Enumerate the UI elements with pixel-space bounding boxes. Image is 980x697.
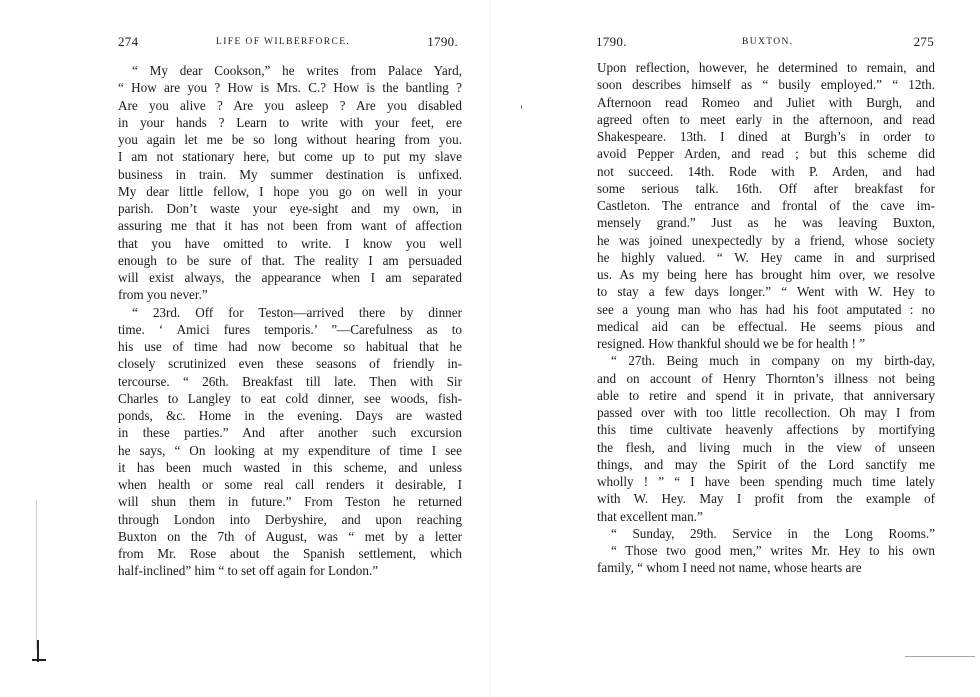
- text-line: able to retire and spend it in private, that anniversary: [597, 387, 935, 403]
- scan-artifact-mark: [32, 659, 46, 661]
- text-line: “ 27th. Being much in company on my birth-day,: [611, 353, 935, 369]
- left-body-text: [118, 62, 462, 580]
- text-line: Are you alive ? Are you asleep ? Are you disabled: [118, 97, 462, 113]
- text-line: My dear little fellow, I hope you go on well in your: [118, 183, 462, 199]
- text-line: Castleton. The entrance and frontal of the cave im-: [597, 198, 935, 213]
- text-line: not succeed. 14th. Rode with P. Arden, and had: [597, 163, 935, 179]
- text-line: family, “ whom I need not name, whose hearts are: [597, 560, 862, 576]
- text-line: will shun them in future.” From Teston he returned: [118, 494, 462, 510]
- scan-artifact-dot: [521, 105, 522, 109]
- left-year: 1790.: [427, 34, 458, 49]
- text-line: assuring me that it has not been from want of affection: [118, 218, 462, 234]
- text-line: some serious talk. 16th. Off after breakfast for: [597, 180, 935, 196]
- text-line: Upon reflection, however, he determined to remain, and: [597, 60, 935, 75]
- text-line: “ 23rd. Off for Teston—arrived there by dinner: [132, 304, 462, 320]
- text-line: Charles to Langley to eat cold dinner, see woods, fish-: [118, 390, 462, 406]
- text-line: it has been much wasted in this scheme, and unless: [118, 459, 462, 475]
- text-line: to stay a few days longer.” “ Went with W. Hey to: [597, 284, 935, 300]
- text-line: wholly ! ” “ I have been spending much time lately: [597, 474, 935, 489]
- text-line: the flesh, and living much in the view of unseen: [597, 439, 935, 455]
- left-running-header: [118, 34, 458, 52]
- text-line: us. As my being here has brought him over, we resolve: [597, 267, 935, 282]
- text-line: soon describes himself as “ busily employed.” “ 12th.: [597, 77, 935, 93]
- right-running-header: [596, 34, 934, 52]
- text-line: time. ‘ Amici fures temporis.’ ”—Carefulness as to: [118, 321, 462, 337]
- text-line: “ My dear Cookson,” he writes from Palace Yard,: [132, 63, 462, 78]
- left-page-number: 274: [118, 34, 139, 49]
- text-line: in these parties.” And after another such excursion: [118, 425, 462, 441]
- scan-artifact-line: [905, 656, 975, 657]
- text-line: avoid Pepper Arden, and read ; but this scheme did: [597, 146, 935, 162]
- text-line: things, and may the Spirit of the Lord sanctify me: [597, 456, 935, 472]
- text-line: from Mr. Rose about the Spanish settlement, which: [118, 546, 462, 561]
- text-line: he says, “ On looking at my expenditure of time I see: [118, 442, 462, 458]
- text-line: closely scrutinized even these seasons of friendly in-: [118, 356, 462, 372]
- text-line: agreed often to meet early in the afternoon, and read: [597, 111, 935, 127]
- text-line: half-inclined” him “ to set off again for London.”: [118, 563, 379, 579]
- text-line: through London into Derbyshire, and upon reaching: [118, 511, 462, 527]
- right-year: 1790.: [596, 34, 627, 49]
- right-running-title: BUXTON.: [742, 37, 794, 47]
- text-line: resigned. How thankful should we be for health ! ”: [597, 336, 866, 351]
- text-line: this time cultivate heavenly affections by mortifying: [597, 422, 935, 438]
- text-line: see a young man who has had his foot amputated : no: [597, 301, 935, 317]
- text-line: Buxton on the 7th of August, was “ met by a letter: [118, 528, 462, 544]
- text-line: mensely grand.” Just as he was leaving Buxton,: [597, 215, 935, 231]
- text-line: Shakespeare. 13th. I dined at Burgh’s in order to: [597, 129, 935, 144]
- text-line: ponds, &c. Home in the evening. Days are wasted: [118, 408, 462, 423]
- text-line: in your hands ? Learn to write with your feet, ere: [118, 114, 462, 130]
- text-line: will exist always, the appearance when I am separated: [118, 270, 462, 285]
- text-line: you again let me be so long without hearing from you.: [118, 132, 462, 147]
- text-line: he highly valued. “ W. Hey came in and surprised: [597, 249, 935, 265]
- text-line: Afternoon read Romeo and Juliet with Burgh, and: [597, 94, 935, 110]
- text-line: medical aid can be effectual. He seems pious and: [597, 318, 935, 334]
- text-line: with W. Hey. May I profit from the example of: [597, 491, 935, 507]
- text-line: “ Sunday, 29th. Service in the Long Rooms.”: [611, 525, 935, 541]
- text-line: business in train. My summer destination is unfixed.: [118, 166, 462, 182]
- text-line: and on account of Henry Thornton’s illness not being: [597, 370, 935, 386]
- text-line: passed over with too little recollection. Oh may I from: [597, 405, 935, 420]
- text-line: when health or some real call renders it desirable, I: [118, 477, 462, 492]
- text-line: that excellent man.”: [597, 508, 703, 524]
- text-line: I am not stationary here, but come up to put my slave: [118, 149, 462, 165]
- right-page: [490, 0, 980, 697]
- text-line: tercourse. “ 26th. Breakfast till late. Then with Sir: [118, 373, 462, 389]
- scan-artifact-line: [36, 500, 37, 650]
- right-body-text: [597, 59, 935, 577]
- text-line: that you have omitted to write. I know you well: [118, 235, 462, 251]
- text-line: from you never.”: [118, 287, 208, 303]
- text-line: he was joined unexpectedly by a friend, whose society: [597, 232, 935, 248]
- left-running-title: LIFE OF WILBERFORCE.: [216, 37, 351, 47]
- text-line: enough to be sure of that. The reality I am persuaded: [118, 252, 462, 268]
- text-line: parish. Don’t waste your eye-sight and my own, in: [118, 201, 462, 216]
- text-line: “ How are you ? How is Mrs. C.? How is the bantling ?: [118, 80, 462, 96]
- text-line: his use of time had now become so habitual that he: [118, 339, 462, 354]
- text-line: “ Those two good men,” writes Mr. Hey to his own: [611, 543, 935, 558]
- right-page-number: 275: [913, 34, 934, 49]
